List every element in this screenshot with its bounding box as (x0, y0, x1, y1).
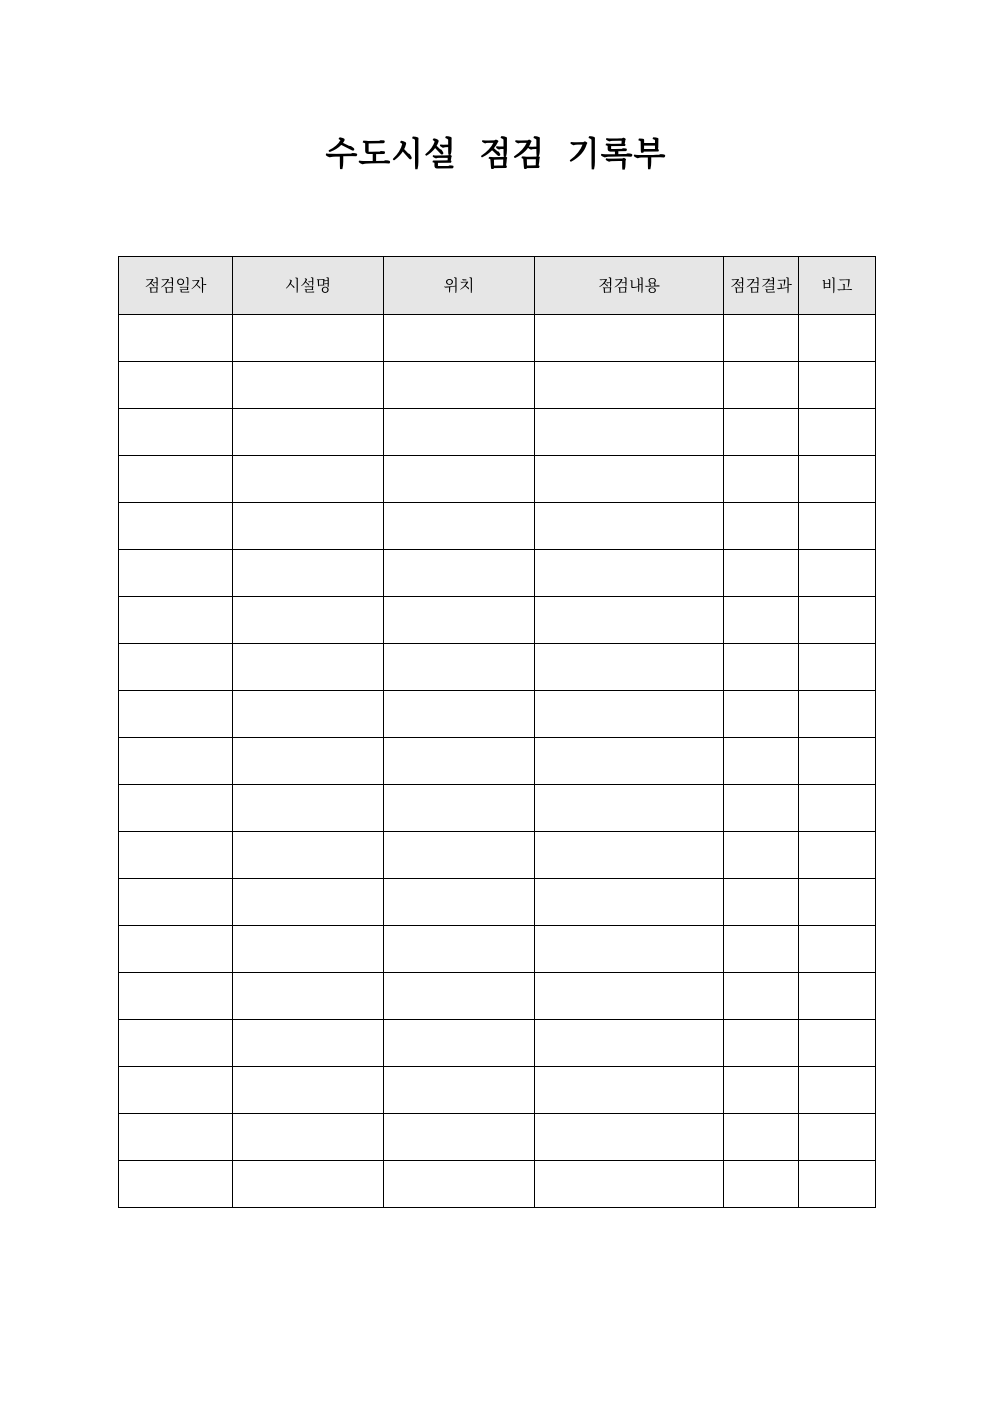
table-row (119, 926, 876, 973)
cell-inspection-details[interactable] (535, 362, 724, 409)
cell-facility-name[interactable] (233, 832, 384, 879)
cell-inspection-result[interactable] (724, 503, 799, 550)
cell-location[interactable] (384, 1020, 535, 1067)
cell-location[interactable] (384, 832, 535, 879)
cell-inspection-result[interactable] (724, 644, 799, 691)
cell-remarks[interactable] (799, 1067, 876, 1114)
cell-inspection-result[interactable] (724, 597, 799, 644)
table-row (119, 1067, 876, 1114)
cell-inspection-date[interactable] (119, 456, 233, 503)
cell-facility-name[interactable] (233, 1161, 384, 1208)
cell-inspection-result[interactable] (724, 362, 799, 409)
cell-facility-name[interactable] (233, 738, 384, 785)
cell-inspection-date[interactable] (119, 1161, 233, 1208)
cell-inspection-date[interactable] (119, 362, 233, 409)
table-body (119, 315, 876, 1208)
cell-location[interactable] (384, 456, 535, 503)
cell-inspection-date[interactable] (119, 832, 233, 879)
cell-inspection-details[interactable] (535, 1114, 724, 1161)
cell-inspection-details[interactable] (535, 550, 724, 597)
cell-facility-name[interactable] (233, 1020, 384, 1067)
table-row (119, 409, 876, 456)
cell-remarks[interactable] (799, 926, 876, 973)
cell-remarks[interactable] (799, 1114, 876, 1161)
header-inspection-date: 점검일자 (119, 257, 233, 315)
cell-location[interactable] (384, 597, 535, 644)
cell-remarks[interactable] (799, 597, 876, 644)
cell-facility-name[interactable] (233, 879, 384, 926)
cell-location[interactable] (384, 738, 535, 785)
table-row (119, 550, 876, 597)
cell-inspection-date[interactable] (119, 315, 233, 362)
table-row (119, 691, 876, 738)
table-row (119, 644, 876, 691)
header-facility-name: 시설명 (233, 257, 384, 315)
cell-inspection-result[interactable] (724, 1067, 799, 1114)
cell-location[interactable] (384, 1161, 535, 1208)
cell-inspection-details[interactable] (535, 409, 724, 456)
cell-inspection-details[interactable] (535, 597, 724, 644)
cell-facility-name[interactable] (233, 456, 384, 503)
cell-remarks[interactable] (799, 691, 876, 738)
cell-facility-name[interactable] (233, 503, 384, 550)
header-inspection-result: 점검결과 (724, 257, 799, 315)
cell-inspection-result[interactable] (724, 973, 799, 1020)
cell-location[interactable] (384, 879, 535, 926)
cell-inspection-details[interactable] (535, 832, 724, 879)
cell-inspection-details[interactable] (535, 691, 724, 738)
cell-inspection-details[interactable] (535, 926, 724, 973)
cell-location[interactable] (384, 973, 535, 1020)
cell-inspection-details[interactable] (535, 738, 724, 785)
cell-inspection-result[interactable] (724, 1161, 799, 1208)
header-location: 위치 (384, 257, 535, 315)
header-remarks: 비고 (799, 257, 876, 315)
cell-inspection-date[interactable] (119, 1067, 233, 1114)
table-row (119, 1020, 876, 1067)
cell-inspection-details[interactable] (535, 1067, 724, 1114)
cell-facility-name[interactable] (233, 926, 384, 973)
cell-facility-name[interactable] (233, 597, 384, 644)
table-row (119, 503, 876, 550)
table-row (119, 785, 876, 832)
cell-inspection-result[interactable] (724, 456, 799, 503)
cell-remarks[interactable] (799, 832, 876, 879)
cell-inspection-result[interactable] (724, 879, 799, 926)
cell-inspection-date[interactable] (119, 550, 233, 597)
cell-remarks[interactable] (799, 409, 876, 456)
cell-inspection-details[interactable] (535, 785, 724, 832)
cell-inspection-result[interactable] (724, 691, 799, 738)
cell-inspection-date[interactable] (119, 409, 233, 456)
cell-location[interactable] (384, 362, 535, 409)
cell-inspection-date[interactable] (119, 973, 233, 1020)
cell-inspection-date[interactable] (119, 644, 233, 691)
cell-inspection-details[interactable] (535, 1020, 724, 1067)
table-row (119, 973, 876, 1020)
cell-remarks[interactable] (799, 362, 876, 409)
cell-location[interactable] (384, 1067, 535, 1114)
table-row (119, 879, 876, 926)
cell-inspection-date[interactable] (119, 597, 233, 644)
cell-inspection-result[interactable] (724, 550, 799, 597)
cell-inspection-result[interactable] (724, 832, 799, 879)
cell-remarks[interactable] (799, 550, 876, 597)
cell-facility-name[interactable] (233, 691, 384, 738)
cell-inspection-result[interactable] (724, 785, 799, 832)
cell-inspection-date[interactable] (119, 1020, 233, 1067)
cell-location[interactable] (384, 315, 535, 362)
cell-facility-name[interactable] (233, 409, 384, 456)
cell-inspection-details[interactable] (535, 503, 724, 550)
cell-facility-name[interactable] (233, 785, 384, 832)
cell-facility-name[interactable] (233, 362, 384, 409)
table-header-row (119, 257, 876, 315)
cell-location[interactable] (384, 550, 535, 597)
cell-facility-name[interactable] (233, 1067, 384, 1114)
cell-facility-name[interactable] (233, 973, 384, 1020)
cell-inspection-date[interactable] (119, 503, 233, 550)
cell-location[interactable] (384, 1114, 535, 1161)
cell-remarks[interactable] (799, 1020, 876, 1067)
cell-inspection-date[interactable] (119, 691, 233, 738)
table-row (119, 362, 876, 409)
cell-remarks[interactable] (799, 503, 876, 550)
cell-location[interactable] (384, 785, 535, 832)
cell-inspection-date[interactable] (119, 879, 233, 926)
cell-facility-name[interactable] (233, 315, 384, 362)
cell-facility-name[interactable] (233, 1114, 384, 1161)
cell-inspection-date[interactable] (119, 926, 233, 973)
cell-inspection-details[interactable] (535, 315, 724, 362)
cell-inspection-details[interactable] (535, 1161, 724, 1208)
cell-facility-name[interactable] (233, 550, 384, 597)
cell-inspection-details[interactable] (535, 879, 724, 926)
cell-inspection-result[interactable] (724, 738, 799, 785)
cell-inspection-details[interactable] (535, 456, 724, 503)
cell-inspection-result[interactable] (724, 1020, 799, 1067)
cell-remarks[interactable] (799, 973, 876, 1020)
header-inspection-details: 점검내용 (535, 257, 724, 315)
table-row (119, 315, 876, 362)
cell-remarks[interactable] (799, 785, 876, 832)
cell-inspection-date[interactable] (119, 738, 233, 785)
cell-remarks[interactable] (799, 644, 876, 691)
table-row (119, 1161, 876, 1208)
cell-inspection-date[interactable] (119, 1114, 233, 1161)
table-row (119, 738, 876, 785)
cell-remarks[interactable] (799, 738, 876, 785)
table-row (119, 832, 876, 879)
cell-remarks[interactable] (799, 879, 876, 926)
cell-facility-name[interactable] (233, 644, 384, 691)
cell-inspection-result[interactable] (724, 315, 799, 362)
inspection-log-table (118, 256, 876, 1208)
cell-inspection-details[interactable] (535, 973, 724, 1020)
cell-remarks[interactable] (799, 456, 876, 503)
cell-inspection-result[interactable] (724, 1114, 799, 1161)
table-row (119, 456, 876, 503)
cell-location[interactable] (384, 644, 535, 691)
cell-inspection-result[interactable] (724, 409, 799, 456)
cell-remarks[interactable] (799, 315, 876, 362)
cell-location[interactable] (384, 503, 535, 550)
cell-location[interactable] (384, 926, 535, 973)
cell-location[interactable] (384, 409, 535, 456)
cell-inspection-date[interactable] (119, 785, 233, 832)
cell-location[interactable] (384, 691, 535, 738)
cell-inspection-details[interactable] (535, 644, 724, 691)
table-row (119, 1114, 876, 1161)
table-row (119, 597, 876, 644)
cell-inspection-result[interactable] (724, 926, 799, 973)
page-title: 수도시설 점검 기록부 (325, 134, 667, 173)
cell-remarks[interactable] (799, 1161, 876, 1208)
